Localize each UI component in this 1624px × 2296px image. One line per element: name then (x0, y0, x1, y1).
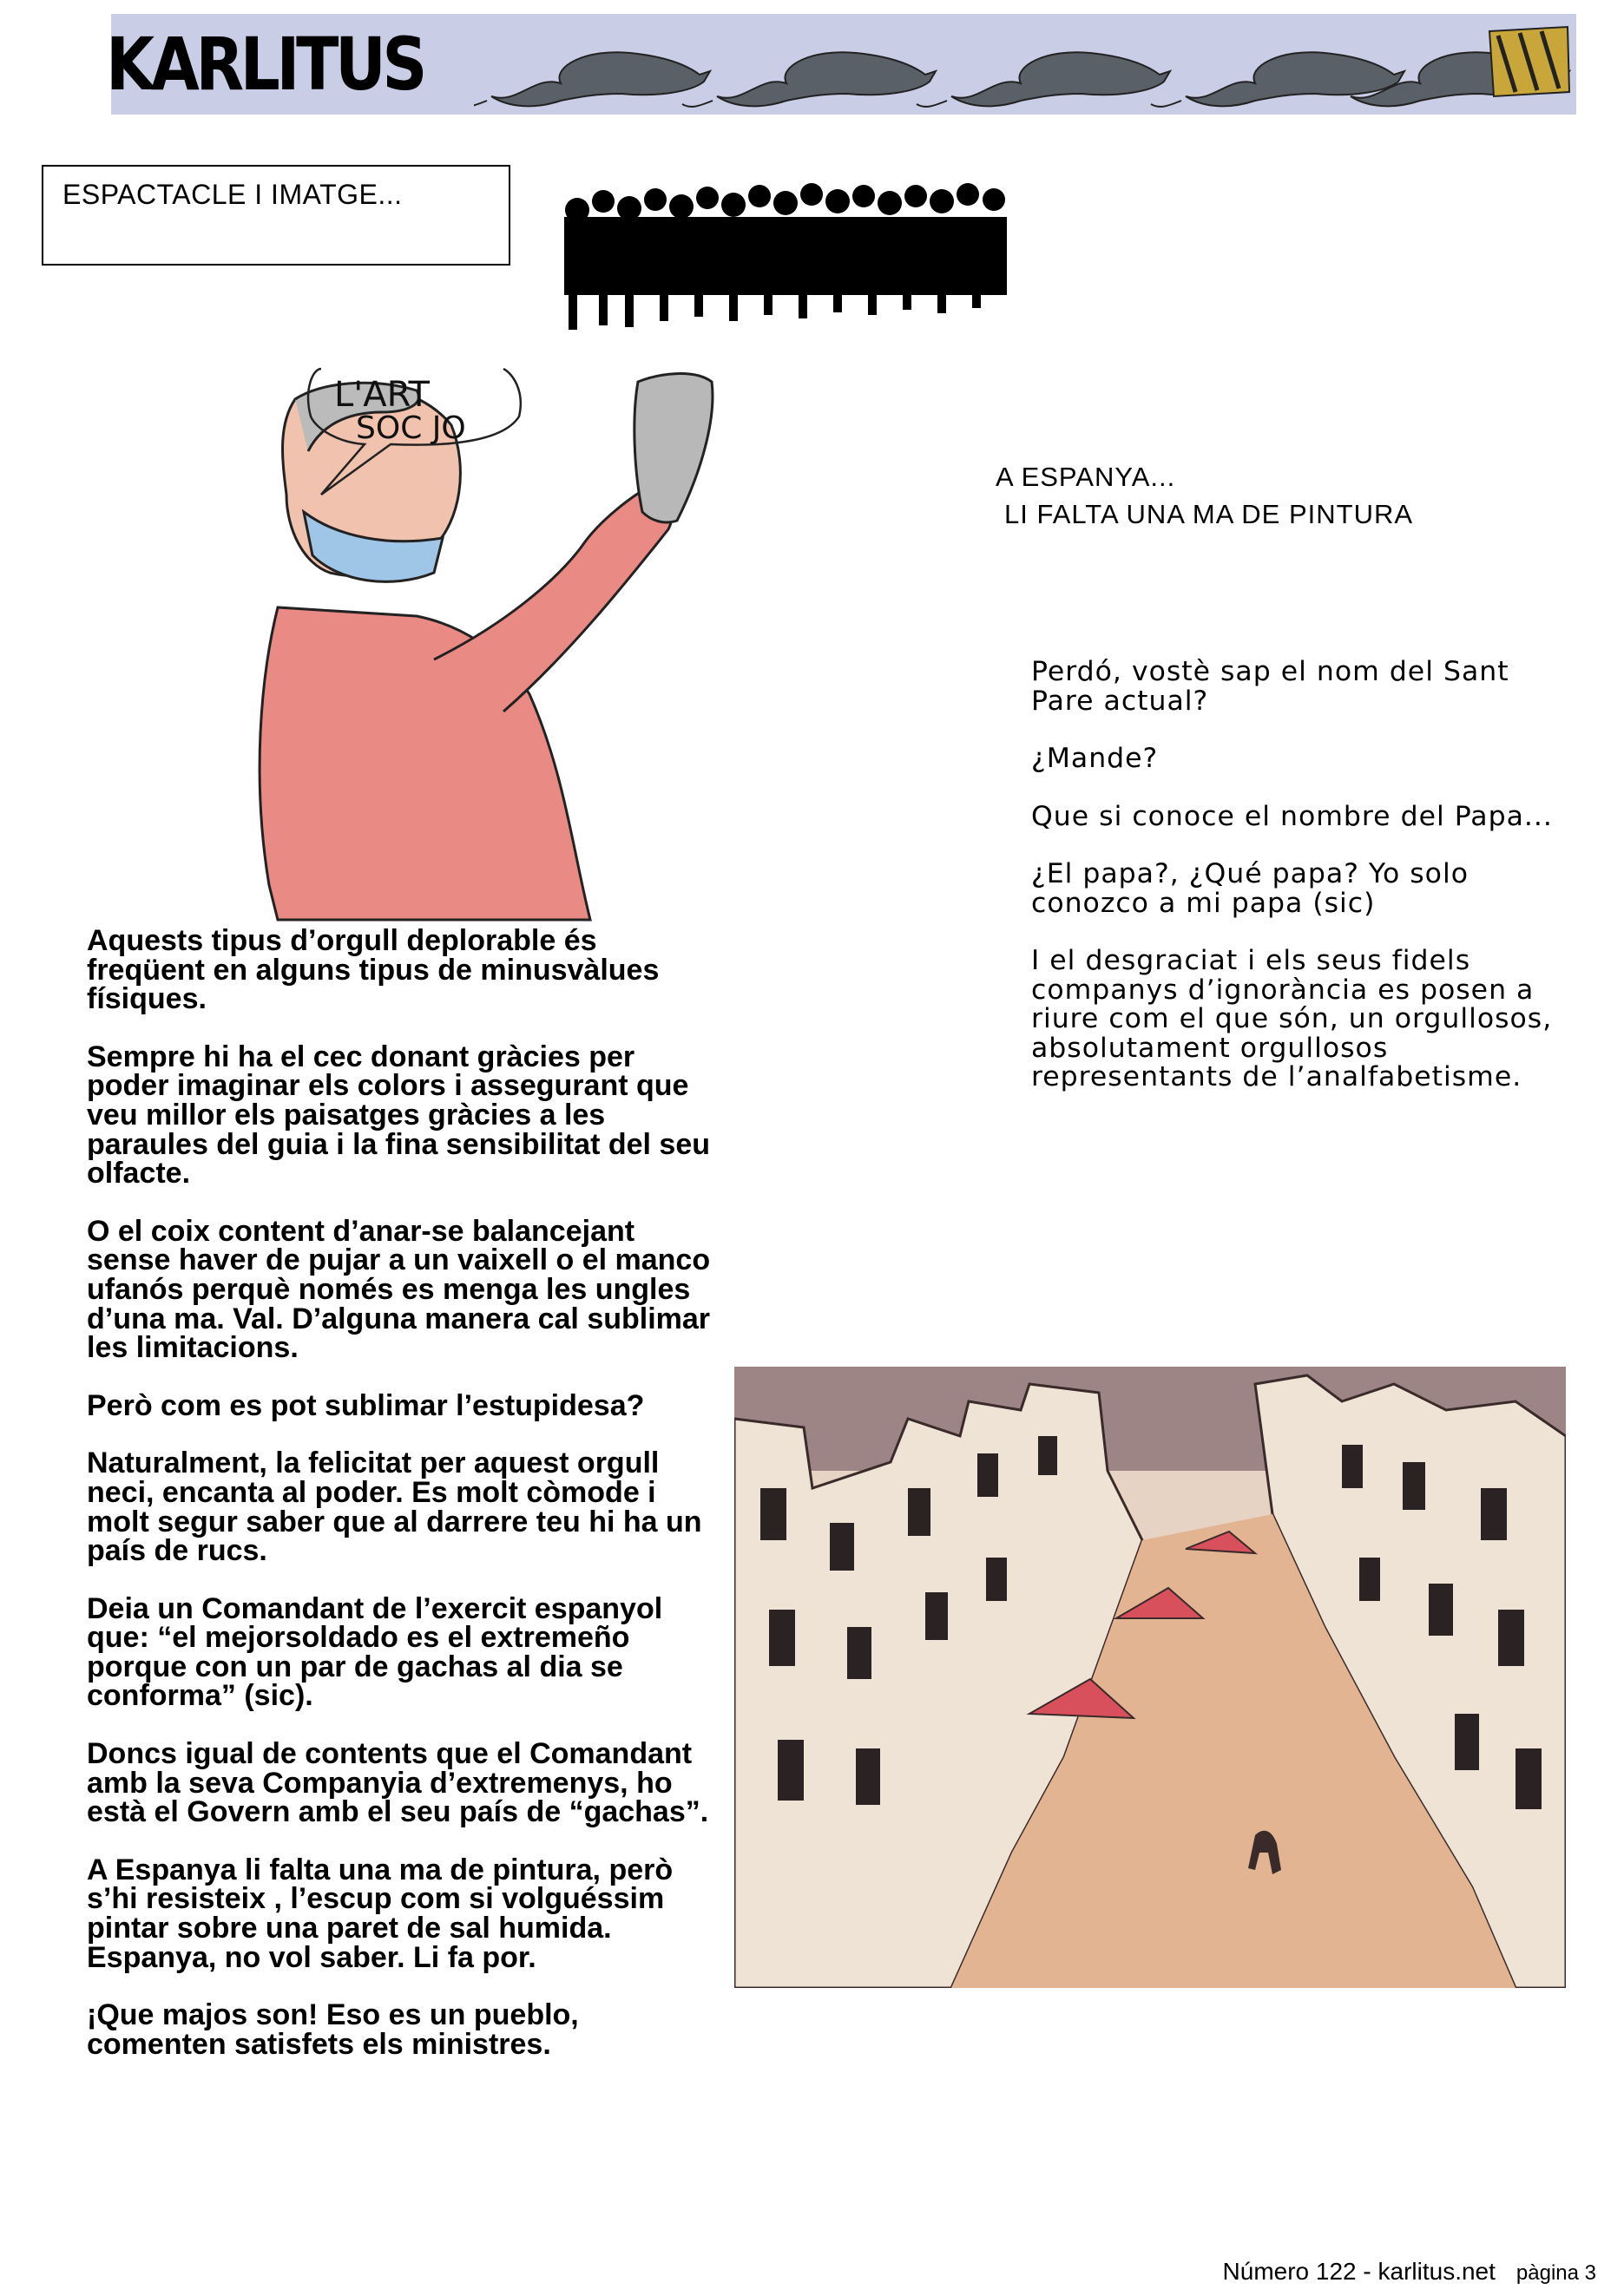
heading-line-1: A ESPANYA... (996, 462, 1176, 492)
section-title: ESPACTACLE I IMATGE... (62, 179, 403, 210)
body-paragraph: Deia un Comandant de l’exercit espanyol que: “el mejorsoldado es el extremeño porque con un par de gachas al dia se conforma” (sic). (87, 1591, 663, 1713)
body-paragraph: Sempre hi ha el cec donant gràcies per poder imaginar els colors i assegurant que veu millor els paisatges gràcies a les paraules del guia i la fina sensibilitat del seu olfacte. (87, 1040, 711, 1191)
body-paragraph: O el coix content d’anar-se balancejant sense haver de pujar a un vaixell o el manco ufanós perquè només es menga les ungles d’una ma. Val. D’alguna manera cal sublimar les limitacions. (87, 1214, 711, 1365)
body-text-column (87, 924, 712, 2088)
page-footer (1223, 2258, 1596, 2286)
bubble-line-2: SOC JO (356, 410, 466, 446)
dialogue-paragraph: Perdó, vostè sap el nom del Sant Pare actual? (1031, 656, 1509, 717)
body-paragraph: ¡Que majos son! Eso es un pueblo, comenten satisfets els ministres. (87, 1998, 579, 2061)
body-paragraph: Aquests tipus d’orgull deplorable és freqüent en alguns tipus de minusvàlues físiques. (87, 924, 660, 1016)
body-paragraph: Naturalment, la felicitat per aquest orgull neci, encanta al poder. Es molt còmode i molt segur saber que al darrere teu hi ha un país de rucs. (87, 1446, 702, 1568)
bubble-line-1: L'ART (334, 375, 430, 415)
crowd-silhouette-illustration (564, 182, 1007, 330)
title-box (42, 165, 510, 266)
issue-label: Número 122 - karlitus.net (1222, 2258, 1496, 2285)
column-heading (996, 458, 1413, 533)
page-number: pàgina 3 (1516, 2261, 1596, 2285)
body-paragraph: Doncs igual de contents que el Comandant amb la seva Companyia d’extremenys, ho està el Govern amb el seu país de “gachas”. (87, 1737, 709, 1829)
body-paragraph: Però com es pot sublimar l’estupidesa? (87, 1388, 645, 1422)
dialogue-paragraph: ¿El papa?, ¿Qué papa? Yo solo conozco a mi papa (sic) (1031, 858, 1469, 919)
dialogue-paragraph: Que si conoce el nombre del Papa... (1031, 800, 1553, 832)
dialogue-paragraph: I el desgraciat i els seus fidels companys d’ignorància es posen a riure com el que són, un orgullosos, absolutament orgullosos representants de l’analfabetisme. (1031, 945, 1553, 1092)
dialogue-block (1031, 658, 1569, 1121)
street-scene-illustration (734, 1367, 1566, 1988)
selfie-man-illustration (243, 364, 885, 928)
dialogue-paragraph: ¿Mande? (1031, 743, 1159, 774)
body-paragraph: A Espanya li falta una ma de pintura, però s’hi resisteix , l’escup com si volguéssim pintar sobre una paret de sal humida. Espanya, no vol saber. Li fa por. (87, 1853, 674, 1974)
heading-line-2: LI FALTA UNA MA DE PINTURA (1004, 499, 1414, 529)
masthead-title: KARLITUS (106, 22, 424, 107)
rats-illustration (474, 14, 1576, 115)
masthead-banner (106, 14, 1576, 115)
